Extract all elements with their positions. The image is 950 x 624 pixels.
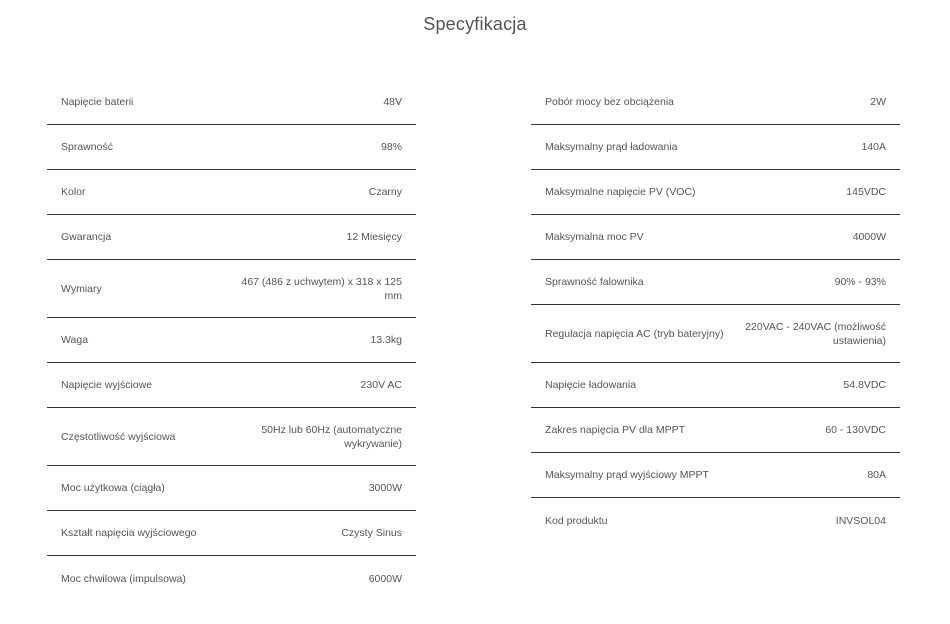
spec-label: Gwarancja xyxy=(61,231,112,243)
spec-value: 467 (486 z uchwytem) x 318 x 125 mm xyxy=(241,275,402,302)
spec-row xyxy=(531,363,900,408)
spec-value: 3000W xyxy=(368,482,402,494)
spec-label: Regulacja napięcia AC (tryb bateryjny) xyxy=(545,327,724,340)
spec-value: Czarny xyxy=(368,186,402,198)
spec-label: Wymiary xyxy=(61,282,102,295)
spec-label: Kolor xyxy=(61,186,86,198)
spec-row xyxy=(47,466,416,511)
spec-value: 12 Miesięcy xyxy=(346,231,402,243)
spec-value: 48V xyxy=(383,96,402,108)
spec-label: Waga xyxy=(61,334,89,346)
spec-row xyxy=(47,125,416,170)
spec-table-right xyxy=(531,80,900,543)
spec-row xyxy=(47,170,416,215)
spec-value: Czysty Sinus xyxy=(341,527,402,539)
spec-value: 230V AC xyxy=(360,379,402,391)
spec-value: 80A xyxy=(867,469,886,481)
spec-label: Sprawność falownika xyxy=(545,276,644,288)
spec-label: Pobór mocy bez obciążenia xyxy=(545,96,674,108)
spec-label: Kształt napięcia wyjściowego xyxy=(61,527,197,539)
spec-value: 98% xyxy=(380,141,402,153)
spec-label: Maksymalna moc PV xyxy=(545,231,644,243)
spec-table-left xyxy=(47,80,416,601)
spec-label: Moc użytkowa (ciągła) xyxy=(61,482,165,494)
spec-label: Maksymalny prąd wyjściowy MPPT xyxy=(545,469,709,481)
spec-value: 145VDC xyxy=(846,186,886,198)
spec-row xyxy=(47,408,416,466)
spec-row xyxy=(531,498,900,543)
spec-row xyxy=(47,511,416,556)
spec-value: 54.8VDC xyxy=(843,379,886,391)
spec-row xyxy=(47,215,416,260)
page-title: Specyfikacja xyxy=(423,14,527,34)
spec-label: Zakres napięcia PV dla MPPT xyxy=(545,424,686,436)
spec-value: 60 - 130VDC xyxy=(825,424,886,436)
spec-value: 2W xyxy=(870,96,886,108)
spec-row xyxy=(531,260,900,305)
spec-value: 13.3kg xyxy=(370,334,402,346)
spec-row xyxy=(531,125,900,170)
spec-row xyxy=(47,80,416,125)
spec-label: Maksymalny prąd ładowania xyxy=(545,141,678,153)
spec-value: 4000W xyxy=(852,231,886,243)
spec-row xyxy=(531,305,900,363)
spec-row xyxy=(47,556,416,601)
spec-value: 140A xyxy=(861,141,886,153)
spec-row xyxy=(47,363,416,408)
spec-row xyxy=(531,453,900,498)
spec-value: 6000W xyxy=(368,572,402,585)
spec-label: Maksymalne napięcie PV (VOC) xyxy=(545,186,696,198)
spec-row xyxy=(531,80,900,125)
spec-row xyxy=(531,170,900,215)
spec-value: INVSOL04 xyxy=(835,514,886,527)
spec-label: Napięcie ładowania xyxy=(545,379,637,391)
spec-row xyxy=(47,318,416,363)
spec-label: Sprawność xyxy=(61,141,113,153)
spec-label: Napięcie wyjściowe xyxy=(61,379,153,391)
spec-label: Napięcie baterii xyxy=(61,96,134,108)
spec-label: Częstotliwość wyjściowa xyxy=(61,430,176,443)
spec-row xyxy=(531,215,900,260)
spec-label: Kod produktu xyxy=(545,514,608,527)
spec-label: Moc chwilowa (impulsowa) xyxy=(61,572,186,585)
spec-value: 90% - 93% xyxy=(834,276,886,288)
spec-row xyxy=(47,260,416,318)
spec-value: 220VAC - 240VAC (możliwość ustawienia) xyxy=(745,320,886,347)
spec-row xyxy=(531,408,900,453)
spec-value: 50Hz lub 60Hz (automatyczne wykrywanie) xyxy=(261,423,402,450)
